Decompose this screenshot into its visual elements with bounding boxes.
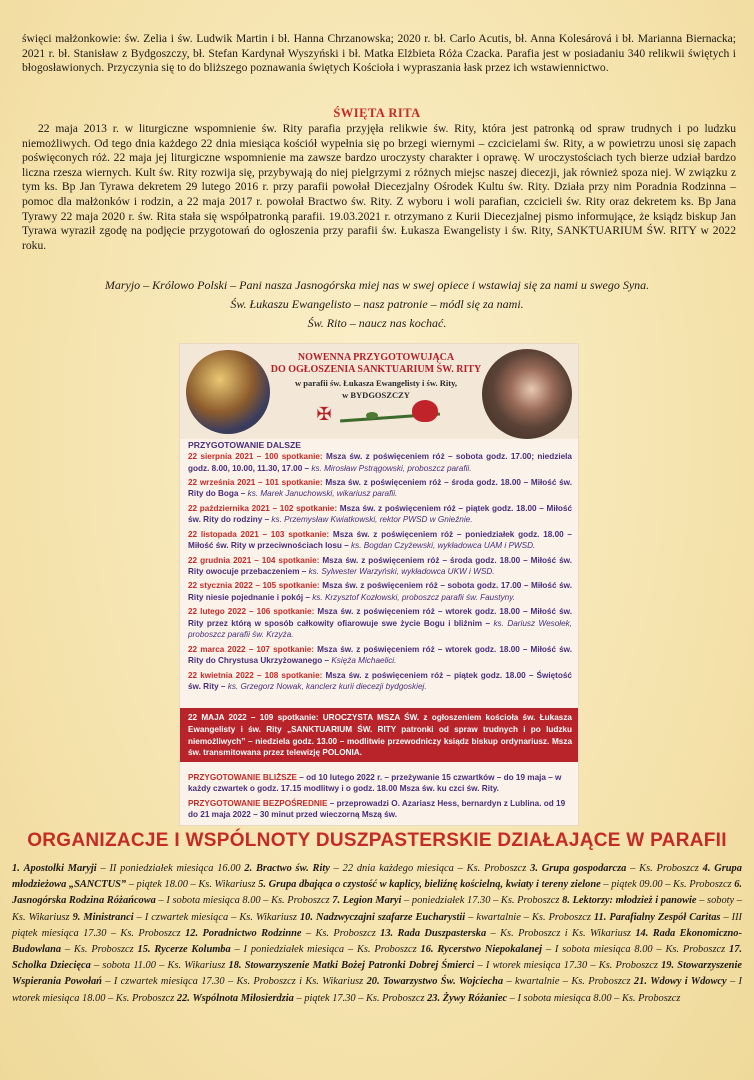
organization-item [367,976,634,987]
organization-number: 14. [635,927,649,939]
novena-entry [188,644,572,667]
entry-text: Msza św. z poświęceniem róż – sobota godz. 17.00 – Miłość św. Rity niesie pojednanie i pokój – [188,581,572,602]
organization-number: 23. [427,992,441,1004]
poster-title-line2: DO OGŁOSZENIA SANKTUARIUM ŚW. RITY [270,364,482,375]
organization-name: Apostolki Maryji [23,863,97,874]
organization-number: 22. [176,992,190,1004]
entry-date: 22 grudnia 2021 – 104 spotkanie: [188,555,320,565]
organization-number: 15. [137,944,151,956]
organization-number: 13. [380,927,394,939]
organization-number: 3. [530,863,538,874]
novena-entry [188,503,572,526]
organization-details: – piątek 09.00 – Ks. Proboszcz [600,879,735,891]
organization-details: – I sobota miesiąca 8.00 – Ks. Proboszcz [155,895,333,907]
intro-paragraph: święci małżonkowie: św. Zelia i św. Ludwik Martin i bł. Hanna Chrzanowska; 2020 r. bł. Carlo Acutis, bł. Anna Kolesárová i bł. Marianna Biernacka; 2021 r. bł. Stanisław z Bydgoszczy, bł. Stefan Kardynał Wyszyński i bł. Matka Elżbieta Róża Czacka. Parafia jest w posiadaniu 340 relikwii świętych i błogosławionych. Przyczynia się to do bliższego poznawania świętych Kościoła i wypraszania łask przez ich wstawiennictwo. [22,32,736,75]
organization-details: – Ks. Proboszcz [626,863,703,874]
organization-name: Grupa dbająca o czystość w kaplicy, bieliźnę kościelną, kwiaty i tereny zielone [268,879,601,891]
organization-name: Wspólnota Miłosierdzia [192,992,294,1004]
novena-entry [188,477,572,500]
bezposrednie-label: PRZYGOTOWANIE BEZPOŚREDNIE [188,799,328,808]
organization-number: 10. [299,911,313,923]
organization-number: 4. [702,863,711,874]
organization-item [229,960,662,971]
poster-city: w BYDGOSZCZY [342,390,410,400]
novena-entry [188,555,572,578]
organization-details: – Ks. Proboszcz [61,944,138,956]
organization-number: 19. [661,960,675,972]
organization-number: 7. [332,895,341,907]
organization-name: Jasnogórska Rodzina Różańcowa [12,895,156,907]
organization-details: – II poniedziałek miesiąca 16.00 [96,863,245,874]
organization-item [258,879,734,890]
novena-entry [188,580,572,603]
organization-details: – Ks. Proboszcz [301,927,381,939]
organization-details: – kwartalnie – Ks. Proboszcz [503,976,634,988]
entry-text: Msza św. z poświęceniem róż – piątek godz. 18.00 – Miłość św. Rity do rodziny – [188,503,572,525]
organization-item [421,944,730,955]
entry-text: Msza św. z poświęceniem róż – środa godz. 18.00 – Miłość św. Rity owocuje przebaczeniem – [188,555,572,577]
poster-subtitle: w parafii św. Łukasza Ewangelisty i św. Rity, [295,378,457,388]
prayer-line-2: Św. Łukaszu Ewangelisto – nasz patronie – módl się za nami. [230,297,524,311]
organizations-list [12,861,742,1007]
organization-name: Rycerstwo Niepokalanej [437,944,542,956]
organization-details: – I sobota miesiąca 8.00 – Ks. Proboszcz [542,944,730,956]
organization-name: Lektorzy: młodzież i panowie [572,895,697,907]
organization-item [300,912,594,923]
organization-name: Rycerze Kolumba [154,944,231,956]
poster-header [180,344,578,439]
organization-number: 20. [366,976,380,988]
organization-name: Wdowy i Wdowcy [650,976,727,988]
organization-details: – I wtorek miesiąca 17.30 – Ks. Proboszcz [474,960,662,972]
saints-painting-image [186,350,270,434]
organizations-heading: ORGANIZACJE I WSPÓLNOTY DUSZPASTERSKIE DZIAŁAJĄCE W PARAFII [27,830,727,851]
entry-text: Msza św. z poświęceniem róż – wtorek godz. 18.00 – Miłość św. Rity przez którą w sposób całkowity ofiarowuje swe życie Bogu i bliźnim – [188,607,572,628]
organization-number: 1. [12,863,20,874]
rose-leaf-decoration [366,412,378,419]
entry-celebrant: Księża Michaelici. [329,656,397,666]
organization-number: 2. [244,863,253,874]
organization-details: – I wtorek miesiąca 18.00 – Ks. Proboszcz [12,976,742,1004]
organization-item [380,928,635,939]
organization-details: – Ks. Proboszcz i Ks. Wikariusz [486,927,636,939]
organization-name: Legion Maryi [342,895,402,907]
organization-name: Grupa młodzieżowa „SANCTUS” [12,863,742,891]
organization-number: 12. [185,927,199,939]
organization-name: Stowarzyszenie Matki Bożej Patronki Dobrej Śmierci [244,960,475,972]
final-meeting-text: 22 MAJA 2022 – 109 spotkanie: UROCZYSTA MSZA ŚW. z ogłoszeniem kościoła św. Łukasza Ewangelisty i św. Rity „SANKTUARIUM ŚW. RITY patronki od spraw trudnych i po ludzku niemożliwych” – niedziela godz. 13.00 – modlitwie przewodniczy ksiądz biskup ordynariusz. Msza św. transmitowana przez telewizję POLONIA. [188,713,572,758]
entry-date: 22 marca 2022 – 107 spotkanie: [188,644,315,654]
organization-number: 9. [72,911,81,923]
organization-number: 8. [562,895,570,907]
entry-celebrant: ks. Dariusz Wesołek, proboszcz parafii św. Krzyża. [188,618,573,640]
entry-celebrant: ks. Mirosław Pstrągowski, proboszcz parafii. [309,463,472,473]
organization-name: Bractwo św. Rity [255,863,330,874]
entry-date: 22 listopada 2021 – 103 spotkanie: [188,529,330,539]
organization-number: 21. [633,976,647,988]
organization-details: – I sobota miesiąca 8.00 – Ks. Proboszcz [507,992,681,1004]
novena-entry [188,606,572,641]
organization-details: – kwartalnie – Ks. Proboszcz [465,911,594,923]
entry-celebrant: ks. Sylwester Warzyński, wykładowca UKW i WSD. [306,567,495,577]
section-heading-rita: ŚWIĘTA RITA [333,106,421,120]
entry-text: Msza św. z poświęceniem róż – poniedziałek godz. 18.00 – Miłość św. Rity w przeciwnościach losu – [188,529,572,551]
organization-item [177,993,427,1004]
entry-date: 22 lutego 2022 – 106 spotkanie: [188,607,315,617]
organization-item [530,863,703,874]
entry-date: 22 kwietnia 2022 – 108 spotkanie: [188,670,323,680]
organization-number: 18. [228,960,242,972]
preparation-bezposrednie [188,798,572,821]
organization-name: Towarzystwo Św. Wojciecha [382,976,504,988]
organization-item [332,895,562,906]
entry-celebrant: ks. Marek Januchowski, wikariusz parafii. [245,489,398,499]
organization-name: Rada Ekonomiczno-Budowlana [12,927,742,956]
entry-celebrant: ks. Krzysztof Kozłowski, proboszcz parafii św. Faustyny. [309,592,515,602]
organization-details: – sobota 11.00 – Ks. Wikariusz [90,960,229,972]
organization-details: – III piątek miesiąca 17.30 – Ks. Proboszcz [12,911,743,939]
prayer-line-3: Św. Rito – naucz nas kochać. [307,316,447,330]
prayer-line-1: Maryjo – Królowo Polski – Pani nasza Jasnogórska miej nas w swej opiece i wstawiaj się za nami u swego Syna. [104,278,650,292]
novena-entry [188,451,572,474]
blizsze-label: PRZYGOTOWANIE BLIŻSZE [188,773,298,782]
rita-paragraph: 22 maja 2013 r. w liturgiczne wspomnienie św. Rity parafia przyjęła relikwie św. Rity, która jest patronką od spraw trudnych i po ludzku niemożliwych. Od tego dnia każdego 22 dnia miesiąca kościół wypełnia się po brzegi wiernymi – czcicielami św. Rity, a w powietrzu unosi się zapach poświęconych róż. 22 maja jej liturgiczne wspomnienie ma zawsze bardzo uroczysty charakter i oprawę. W uroczystościach tych bierze udział bardzo liczna rzesza wiernych. Kult św. Rity rozwija się, przybywają do niej pielgrzymi z różnych miejsc naszej diecezji, jak również spoza niej. W związku z tym ks. Bp Jan Tyrawa dekretem 29 lutego 2016 r. przy parafii powołał Diecezjalny Ośrodek Kultu św. Rity. Działa przy nim Poradnia Rodzinna – pomoc dla małżonków i rodzin, a 22 maja 2017 r. powołał Bractwo św. Rity. Z wyboru i woli parafian, czcicieli św. Rity oraz dekretem ks. Bp Jana Tyrawy 22 maja 2020 r. św. Rita stała się współpatronką parafii. 19.03.2021 r. otrzymano z Kurii Diecezjalnej pismo informujące, że ksiądz biskup Jan Tyrawa wyraził zgodę na podjęcie przygotowań do ogłoszenia przy parafii św. Łukasza Ewangelisty i św. Rity, SANKTUARIUM ŚW. RITY w 2022 roku. [22,122,736,252]
organization-details: – soboty – Ks. Wikariusz [12,895,743,923]
entry-celebrant: ks. Przemysław Kwiatkowski, rektor PWSD w Gnieźnie. [269,515,473,525]
organization-name: Grupa gospodarcza [541,863,627,874]
entry-date: 22 stycznia 2022 – 105 spotkanie: [188,581,320,591]
novena-entries-list [188,451,572,695]
entry-celebrant: ks. Grzegorz Nowak, kanclerz kurii diecezji bydgoskiej. [225,682,427,692]
organization-name: Rada Duszpasterska [397,927,487,939]
entry-text: Msza św. z poświęceniem róż – sobota godz. 17.00; niedziela godz. 8.00, 10.00, 11.30, 17.00 – [188,452,572,473]
bezposrednie-text: – przeprowadzi O. Azariasz Hess, bernardyn z Lublina. od 19 do 21 maja 2022 – 30 minut przed wieczorną Mszą św. [188,799,566,820]
novena-poster [179,343,579,826]
organization-details: – 22 dnia każdego miesiąca – Ks. Proboszcz [329,863,531,874]
poster-title: NOWENNA PRZYGOTOWUJĄCA [297,352,455,363]
organization-name: Parafialny Zespół Caritas [609,911,721,923]
organization-item [12,863,244,874]
organization-item [244,863,530,874]
organization-number: 17. [729,944,743,956]
organization-name: Żywy Różaniec [442,992,508,1004]
organization-item [73,912,300,923]
entry-date: 22 września 2021 – 101 spotkanie: [188,477,323,487]
entry-text: Msza św. z poświęceniem róż – piątek godz. 18.00 – Świętość św. Rity – [188,670,572,692]
organization-number: 5. [258,879,266,891]
organization-name: Nadzwyczajni szafarze Eucharystii [315,911,466,923]
entry-date: 22 sierpnia 2021 – 100 spotkanie: [188,452,323,461]
organization-details: – I poniedziałek miesiąca – Ks. Proboszcz [230,944,421,956]
section-label-dalsze: PRZYGOTOWANIE DALSZE [188,440,301,450]
organization-name: Ministranci [83,911,134,923]
rose-icon [412,400,438,422]
organization-name: Stowarzyszenie Wspierania Powołań [12,960,742,988]
final-meeting-box [180,708,578,762]
novena-entry [188,670,572,693]
organization-item [185,928,380,939]
entry-celebrant: ks. Bogdan Czyżewski, wykładowca UAM i PWSD. [348,541,536,551]
organization-name: Scholka Dziecięca [12,960,91,972]
blizsze-text: – od 10 lutego 2022 r. – przeżywanie 15 czwartków – do 19 maja – w każdy czwartek o godz. 17.15 modlitwy i o godz. 18.00 Msza św. ku czci św. Rity. [188,773,562,794]
organization-details: – poniedziałek 17.30 – Ks. Proboszcz [401,895,563,907]
entry-date: 22 października 2021 – 102 spotkanie: [188,503,338,513]
organization-details: – I czwartek miesiąca 17.30 – Ks. Proboszcz i Ks. Wikariusz [101,976,367,988]
organization-number: 16. [420,944,434,956]
organization-item [427,993,680,1004]
organization-details: – piątek 18.00 – Ks. Wikariusz [126,879,259,891]
organization-details: – I czwartek miesiąca – Ks. Wikariusz [133,911,300,923]
organization-number: 11. [593,911,607,923]
saint-rita-portrait-image [482,349,572,439]
organization-item [138,944,421,955]
preparation-blizsze [188,772,572,795]
organization-details: – piątek 17.30 – Ks. Proboszcz [293,992,428,1004]
organization-number: 6. [734,879,743,891]
cross-emblem-icon: ✠ [316,404,332,424]
organization-name: Poradnictwo Rodzinne [202,927,302,939]
entry-text: Msza św. z poświęceniem róż – środa godz. 18.00 – Miłość św. Rity do Boga – [188,477,572,499]
entry-text: Msza św. z poświęceniem róż – wtorek godz. 18.00 – Miłość św. Rity do Chrystusa Ukrzyżowanego – [188,644,572,666]
novena-entry [188,529,572,552]
